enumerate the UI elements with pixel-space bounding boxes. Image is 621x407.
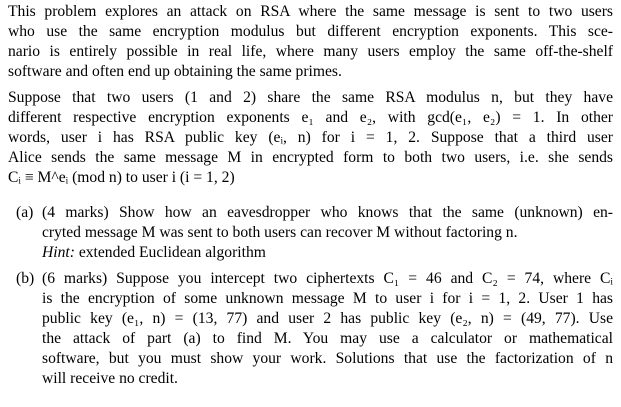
- part-b-line-2: is the encryption of some unknown message M to user i for i = 1, 2. User 1 has: [42, 290, 613, 307]
- setup-line-4: Alice sends the same message M in encrypted form to both two users, i.e. she sends: [8, 149, 613, 166]
- part-a-hint: [42, 243, 266, 263]
- part-a-line-1: (4 marks) Show how an eavesdropper who knows that the same (unknown) en-: [42, 204, 613, 221]
- part-b-line-4: the attack of part (a) to find M. You may use a calculator or mathematical: [42, 330, 613, 347]
- intro-line-3: nario is entirely possible in real life, where many users employ the same off-the-shelf: [8, 43, 613, 60]
- hint-label: Hint:: [42, 244, 75, 261]
- hint-text: extended Euclidean algorithm: [78, 244, 266, 261]
- part-b-line-5: software, but you must show your work. Solutions that use the factorization of n: [42, 350, 613, 367]
- part-a-line-2: cryted message M was sent to both users can recover M without factoring n.: [42, 224, 518, 241]
- setup-line-5: Cᵢ ≡ M^eᵢ (mod n) to user i (i = 1, 2): [8, 169, 235, 186]
- part-b-line-3: public key (e₁, n) = (13, 77) and user 2 has public key (e₂, n) = (49, 77). Use: [42, 310, 613, 327]
- setup-line-1: Suppose that two users (1 and 2) share the same RSA modulus n, but they have: [8, 89, 613, 106]
- part-b-line-1: (6 marks) Suppose you intercept two ciphertexts C₁ = 46 and C₂ = 74, where Cᵢ: [42, 270, 613, 287]
- intro-line-1: This problem explores an attack on RSA where the same message is sent to two users: [8, 3, 613, 20]
- intro-line-2: who use the same encryption modulus but different encryption exponents. This sce-: [8, 23, 613, 40]
- setup-line-2: different respective encryption exponents e₁ and e₂, with gcd(e₁, e₂) = 1. In other: [8, 109, 613, 126]
- setup-line-3: words, user i has RSA public key (eᵢ, n) for i = 1, 2. Suppose that a third user: [8, 129, 613, 146]
- part-a-label: (a): [16, 204, 34, 221]
- part-b-line-6: will receive no credit.: [42, 370, 178, 387]
- part-b-label: (b): [16, 270, 35, 287]
- intro-line-4: software and often end up obtaining the same primes.: [8, 63, 342, 80]
